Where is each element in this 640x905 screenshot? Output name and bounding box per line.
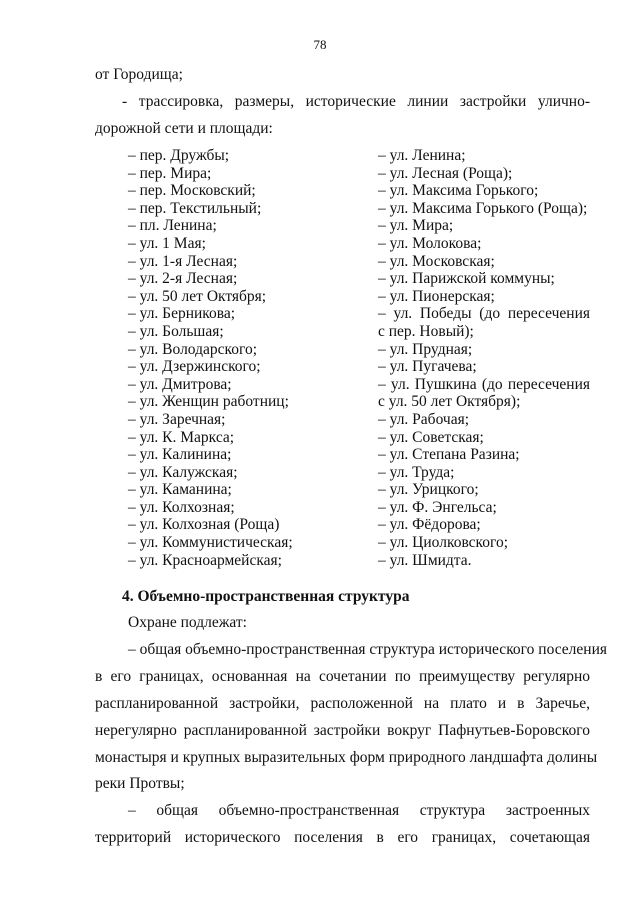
street-item: – пер. Мира;	[128, 164, 212, 182]
street-item: – ул. Коммунистическая;	[128, 534, 293, 552]
street-item: – ул. Лесная (Роща);	[378, 164, 513, 182]
street-item: – ул. 50 лет Октября;	[128, 287, 267, 305]
street-item: – ул. Калинина;	[128, 446, 232, 464]
street-item: – ул. Ф. Энгельса;	[378, 498, 497, 516]
paragraph-1-line: монастыря и крупных выразительных форм природного ландшафта долины	[95, 749, 598, 766]
page-number: 78	[313, 37, 327, 52]
street-item: – пер. Дружбы;	[128, 147, 230, 164]
street-item: – ул. Большая;	[128, 322, 224, 340]
street-item: – ул. Пугачева;	[378, 358, 477, 376]
street-item: – ул. 1-я Лесная;	[128, 252, 238, 270]
street-item: – ул. Ленина;	[378, 147, 466, 164]
paragraph-1-line: – общая объемно-пространственная структура исторического поселения	[128, 641, 607, 658]
street-item: – пер. Московский;	[128, 182, 256, 200]
street-item: – ул. Парижской коммуны;	[378, 270, 555, 288]
streets-left-column	[128, 147, 293, 569]
street-item: – ул. Прудная;	[378, 340, 473, 358]
paragraph-1-line: реки Протвы;	[95, 775, 185, 792]
street-item: – ул. Шмидта.	[378, 551, 472, 569]
paragraph-2-line: территорий исторического поселения в его границах, сочетающая	[95, 829, 590, 846]
street-item: – пер. Текстильный;	[128, 199, 262, 217]
street-item: – ул. Каманина;	[128, 481, 232, 499]
street-item: – ул. Московская;	[378, 252, 495, 270]
street-item: – ул. Берникова;	[128, 305, 236, 323]
street-item: – ул. Рабочая;	[378, 410, 470, 428]
street-item: – ул. Колхозная (Роща)	[128, 516, 280, 534]
street-item: – ул. Степана Разина;	[378, 446, 520, 464]
street-item: – ул. Пушкина (до пересечения	[378, 375, 590, 393]
street-item: – ул. Фёдорова;	[378, 516, 481, 534]
street-item: – ул. Пионерская;	[378, 287, 495, 305]
street-item: – ул. Заречная;	[128, 410, 226, 428]
street-item: – ул. К. Маркса;	[128, 428, 235, 446]
section-subheading: Охране подлежат:	[128, 614, 247, 631]
street-item: – ул. 2-я Лесная;	[128, 270, 238, 288]
street-item: – ул. Дзержинского;	[128, 358, 261, 376]
paragraph-1-line: в его границах, основанная на сочетании по преимуществу регулярно	[95, 668, 590, 685]
paragraph-2-line: – общая объемно-пространственная структура застроенных	[128, 802, 590, 819]
street-item: с пер. Новый);	[378, 322, 474, 340]
street-item: – ул. Победы (до пересечения	[378, 305, 590, 323]
paragraph-1-line: нерегулярно распланированной застройки вокруг Пафнутьев-Боровского	[95, 722, 590, 739]
streets-right-column	[378, 147, 590, 569]
street-item: – ул. Женщин работниц;	[128, 393, 289, 411]
intro-line-2: - трассировка, размеры, исторические линии застройки улично-	[122, 93, 590, 110]
street-item: – ул. Советская;	[378, 428, 484, 446]
street-item: – ул. Максима Горького (Роща);	[378, 199, 588, 217]
street-item: – ул. Урицкого;	[378, 481, 479, 499]
street-item: – ул. Мира;	[378, 217, 454, 235]
street-item: – ул. Молокова;	[378, 234, 482, 252]
street-item: – пл. Ленина;	[128, 217, 217, 235]
intro-line-1: от Городища;	[95, 66, 183, 83]
section-heading: 4. Объемно-пространственная структура	[122, 588, 410, 605]
street-item: – ул. Колхозная;	[128, 498, 235, 516]
street-item: – ул. Циолковского;	[378, 534, 509, 552]
street-item: – ул. Володарского;	[128, 340, 258, 358]
intro-line-3: дорожной сети и площади:	[95, 120, 273, 137]
street-item: – ул. 1 Мая;	[128, 234, 206, 252]
street-item: – ул. Труда;	[378, 463, 455, 481]
street-item: – ул. Калужская;	[128, 463, 238, 481]
street-item: – ул. Максима Горького;	[378, 182, 539, 200]
street-item: – ул. Красноармейская;	[128, 551, 282, 569]
street-item: – ул. Дмитрова;	[128, 375, 232, 393]
street-item: с ул. 50 лет Октября);	[378, 393, 521, 411]
paragraph-1-line: распланированной застройки, расположенной на плато и в Заречье,	[95, 695, 590, 712]
